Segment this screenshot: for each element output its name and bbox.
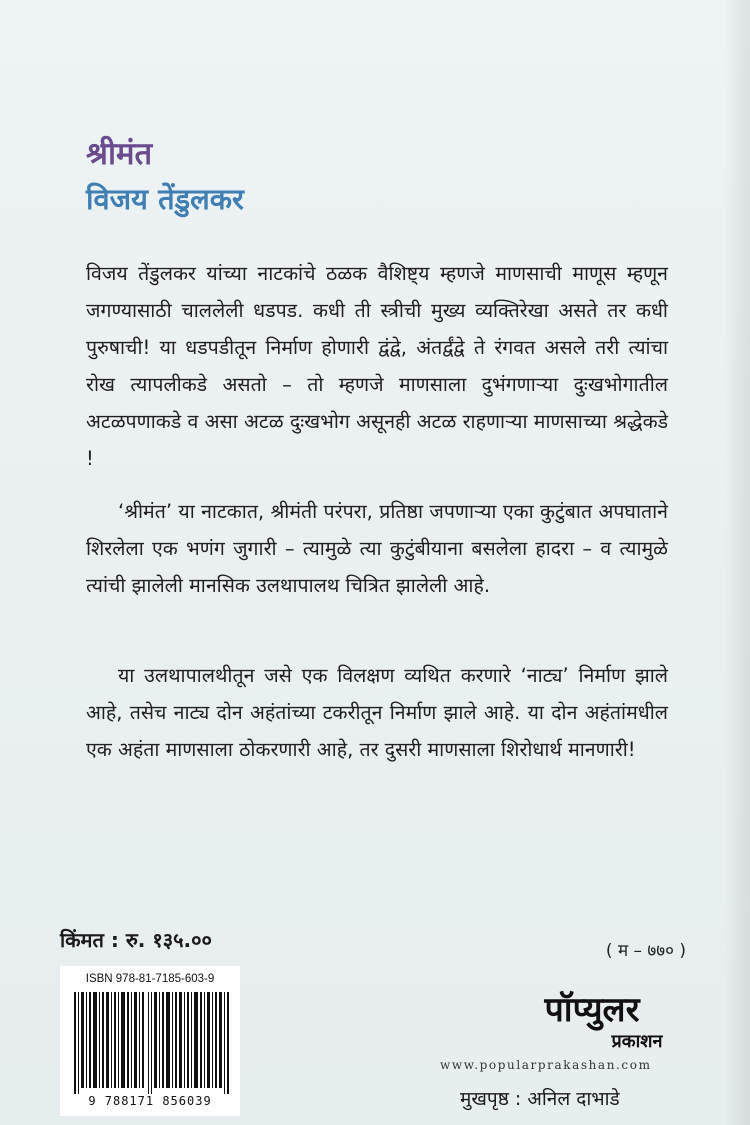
price-label: किंमत : रु. १३५.०० xyxy=(60,928,212,952)
book-author: विजय तेंडुलकर xyxy=(86,182,244,216)
book-title: श्रीमंत xyxy=(86,136,153,172)
cover-credit: मुखपृष्ठ : अनिल दाभाडे xyxy=(460,1088,620,1110)
catalog-code: ( म – ७७० ) xyxy=(605,941,686,961)
publisher-logo-line1: पॉप्युलर xyxy=(544,990,640,1030)
publisher-logo xyxy=(497,987,687,1053)
spine-shadow xyxy=(724,0,750,1125)
barcode-number: 9 788171 856039 xyxy=(88,1094,212,1108)
isbn-label: ISBN 978-81-7185-603-9 xyxy=(85,973,215,985)
publisher-website: www.popularprakashan.com xyxy=(440,1058,652,1072)
blurb-paragraph-3: या उलथापालथीतून जसे एक विलक्षण व्यथित करणारे ‘नाट्य’ निर्माण झाले आहे, तसेच नाट्य दोन अहंतांच्या टकरीतून निर्माण झाले आहे. या दोन अहंतांमधील एक अहंता माणसाला ठोकरणारी आहे, तर दुसरी माणसाला शिरोधार्थ मानणारी! xyxy=(86,664,668,761)
publisher-logo-line2: प्रकाशन xyxy=(611,1031,663,1052)
barcode-icon xyxy=(74,992,230,1094)
blurb-paragraph-1: विजय तेंडुलकर यांच्या नाटकांचे ठळक वैशिष्ट्य म्हणजे माणसाची माणूस म्हणून जगण्यासाठी चाललेली धडपड. कधी ती स्त्रीची मुख्य व्यक्तिरेखा असते तर कधी पुरुषाची! या धडपडीतून निर्माण होणारी द्वंद्वे, अंतर्द्वंद्वे ते रंगवत असले तरी त्यांचा रोख त्यापलीकडे असतो – तो म्हणजे माणसाला दुभंगणाऱ्या दुःखभोगातील अटळपणाकडे व असा अटळ दुःखभोग असूनही अटळ राहणाऱ्या माणसाच्या श्रद्धेकडे ! xyxy=(86,262,668,470)
blurb-paragraph-2: ‘श्रीमंत’ या नाटकात, श्रीमंती परंपरा, प्रतिष्ठा जपणाऱ्या एका कुटुंबात अपघाताने शिरलेला एक भणंग जुगारी – त्यामुळे त्या कुटुंबीयाना बसलेला हादरा – व त्यामुळे त्यांची झालेली मानसिक उलथापालथ चित्रित झालेली आहे. xyxy=(86,500,668,597)
barcode-panel xyxy=(60,966,240,1116)
